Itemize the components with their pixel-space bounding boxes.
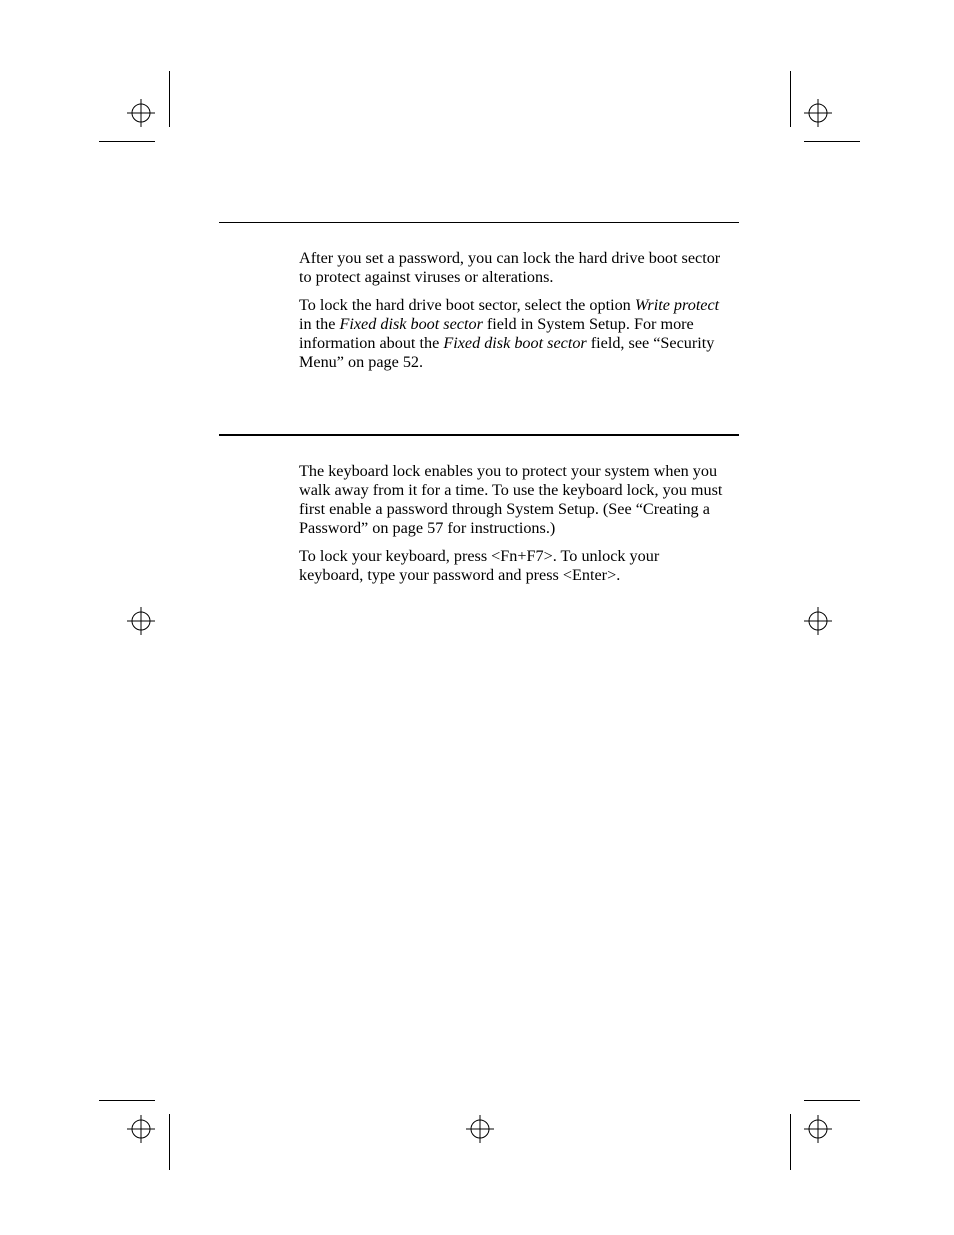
crop-mark-bottom-right-horizontal <box>804 1100 860 1101</box>
crop-mark-bottom-right-vertical <box>790 1114 791 1170</box>
text-line: Password” on page 57 for instructions.) <box>299 519 556 537</box>
italic-term: Fixed disk boot sector <box>443 334 587 352</box>
text-line: Menu” on page 52. <box>299 353 424 371</box>
crop-mark-top-right-vertical <box>790 71 791 127</box>
section-rule <box>219 222 739 223</box>
text-line <box>299 315 739 334</box>
text-line: After you set a password, you can lock the hard drive boot sector <box>299 249 721 267</box>
crop-mark-top-left-horizontal <box>99 141 155 142</box>
text-run: field, see “Security <box>586 334 715 352</box>
registration-mark-icon <box>804 607 832 635</box>
paragraph <box>299 296 739 372</box>
text-run: field in System Setup. For more <box>482 315 694 333</box>
text-run: in the <box>299 315 340 333</box>
paragraph <box>299 249 739 287</box>
text-line: first enable a password through System Setup. (See “Creating a <box>299 500 710 518</box>
crop-mark-top-right-horizontal <box>804 141 860 142</box>
text-line: To lock your keyboard, press <Fn+F7>. To unlock your <box>299 547 660 565</box>
section-rule <box>219 434 739 436</box>
registration-mark-icon <box>804 99 832 127</box>
text-run: To lock the hard drive boot sector, select the option <box>299 296 635 314</box>
italic-term: Write protect <box>634 296 720 314</box>
registration-mark-icon <box>127 99 155 127</box>
text-line <box>299 334 739 353</box>
registration-mark-icon <box>127 1115 155 1143</box>
paragraph <box>299 547 739 585</box>
crop-mark-top-left-vertical <box>169 71 170 127</box>
paragraph <box>299 462 739 538</box>
text-line: keyboard, type your password and press <Enter>. <box>299 566 621 584</box>
boot-sector-section <box>299 249 739 381</box>
text-run: information about the <box>299 334 444 352</box>
registration-mark-icon <box>466 1115 494 1143</box>
text-line: The keyboard lock enables you to protect your system when you <box>299 462 718 480</box>
registration-mark-icon <box>804 1115 832 1143</box>
text-line: walk away from it for a time. To use the keyboard lock, you must <box>299 481 723 499</box>
registration-mark-icon <box>127 607 155 635</box>
text-line <box>299 296 739 315</box>
italic-term: Fixed disk boot sector <box>339 315 483 333</box>
crop-mark-bottom-left-horizontal <box>99 1100 155 1101</box>
crop-mark-bottom-left-vertical <box>169 1114 170 1170</box>
keyboard-lock-section <box>299 462 739 594</box>
text-line: to protect against viruses or alterations. <box>299 268 554 286</box>
